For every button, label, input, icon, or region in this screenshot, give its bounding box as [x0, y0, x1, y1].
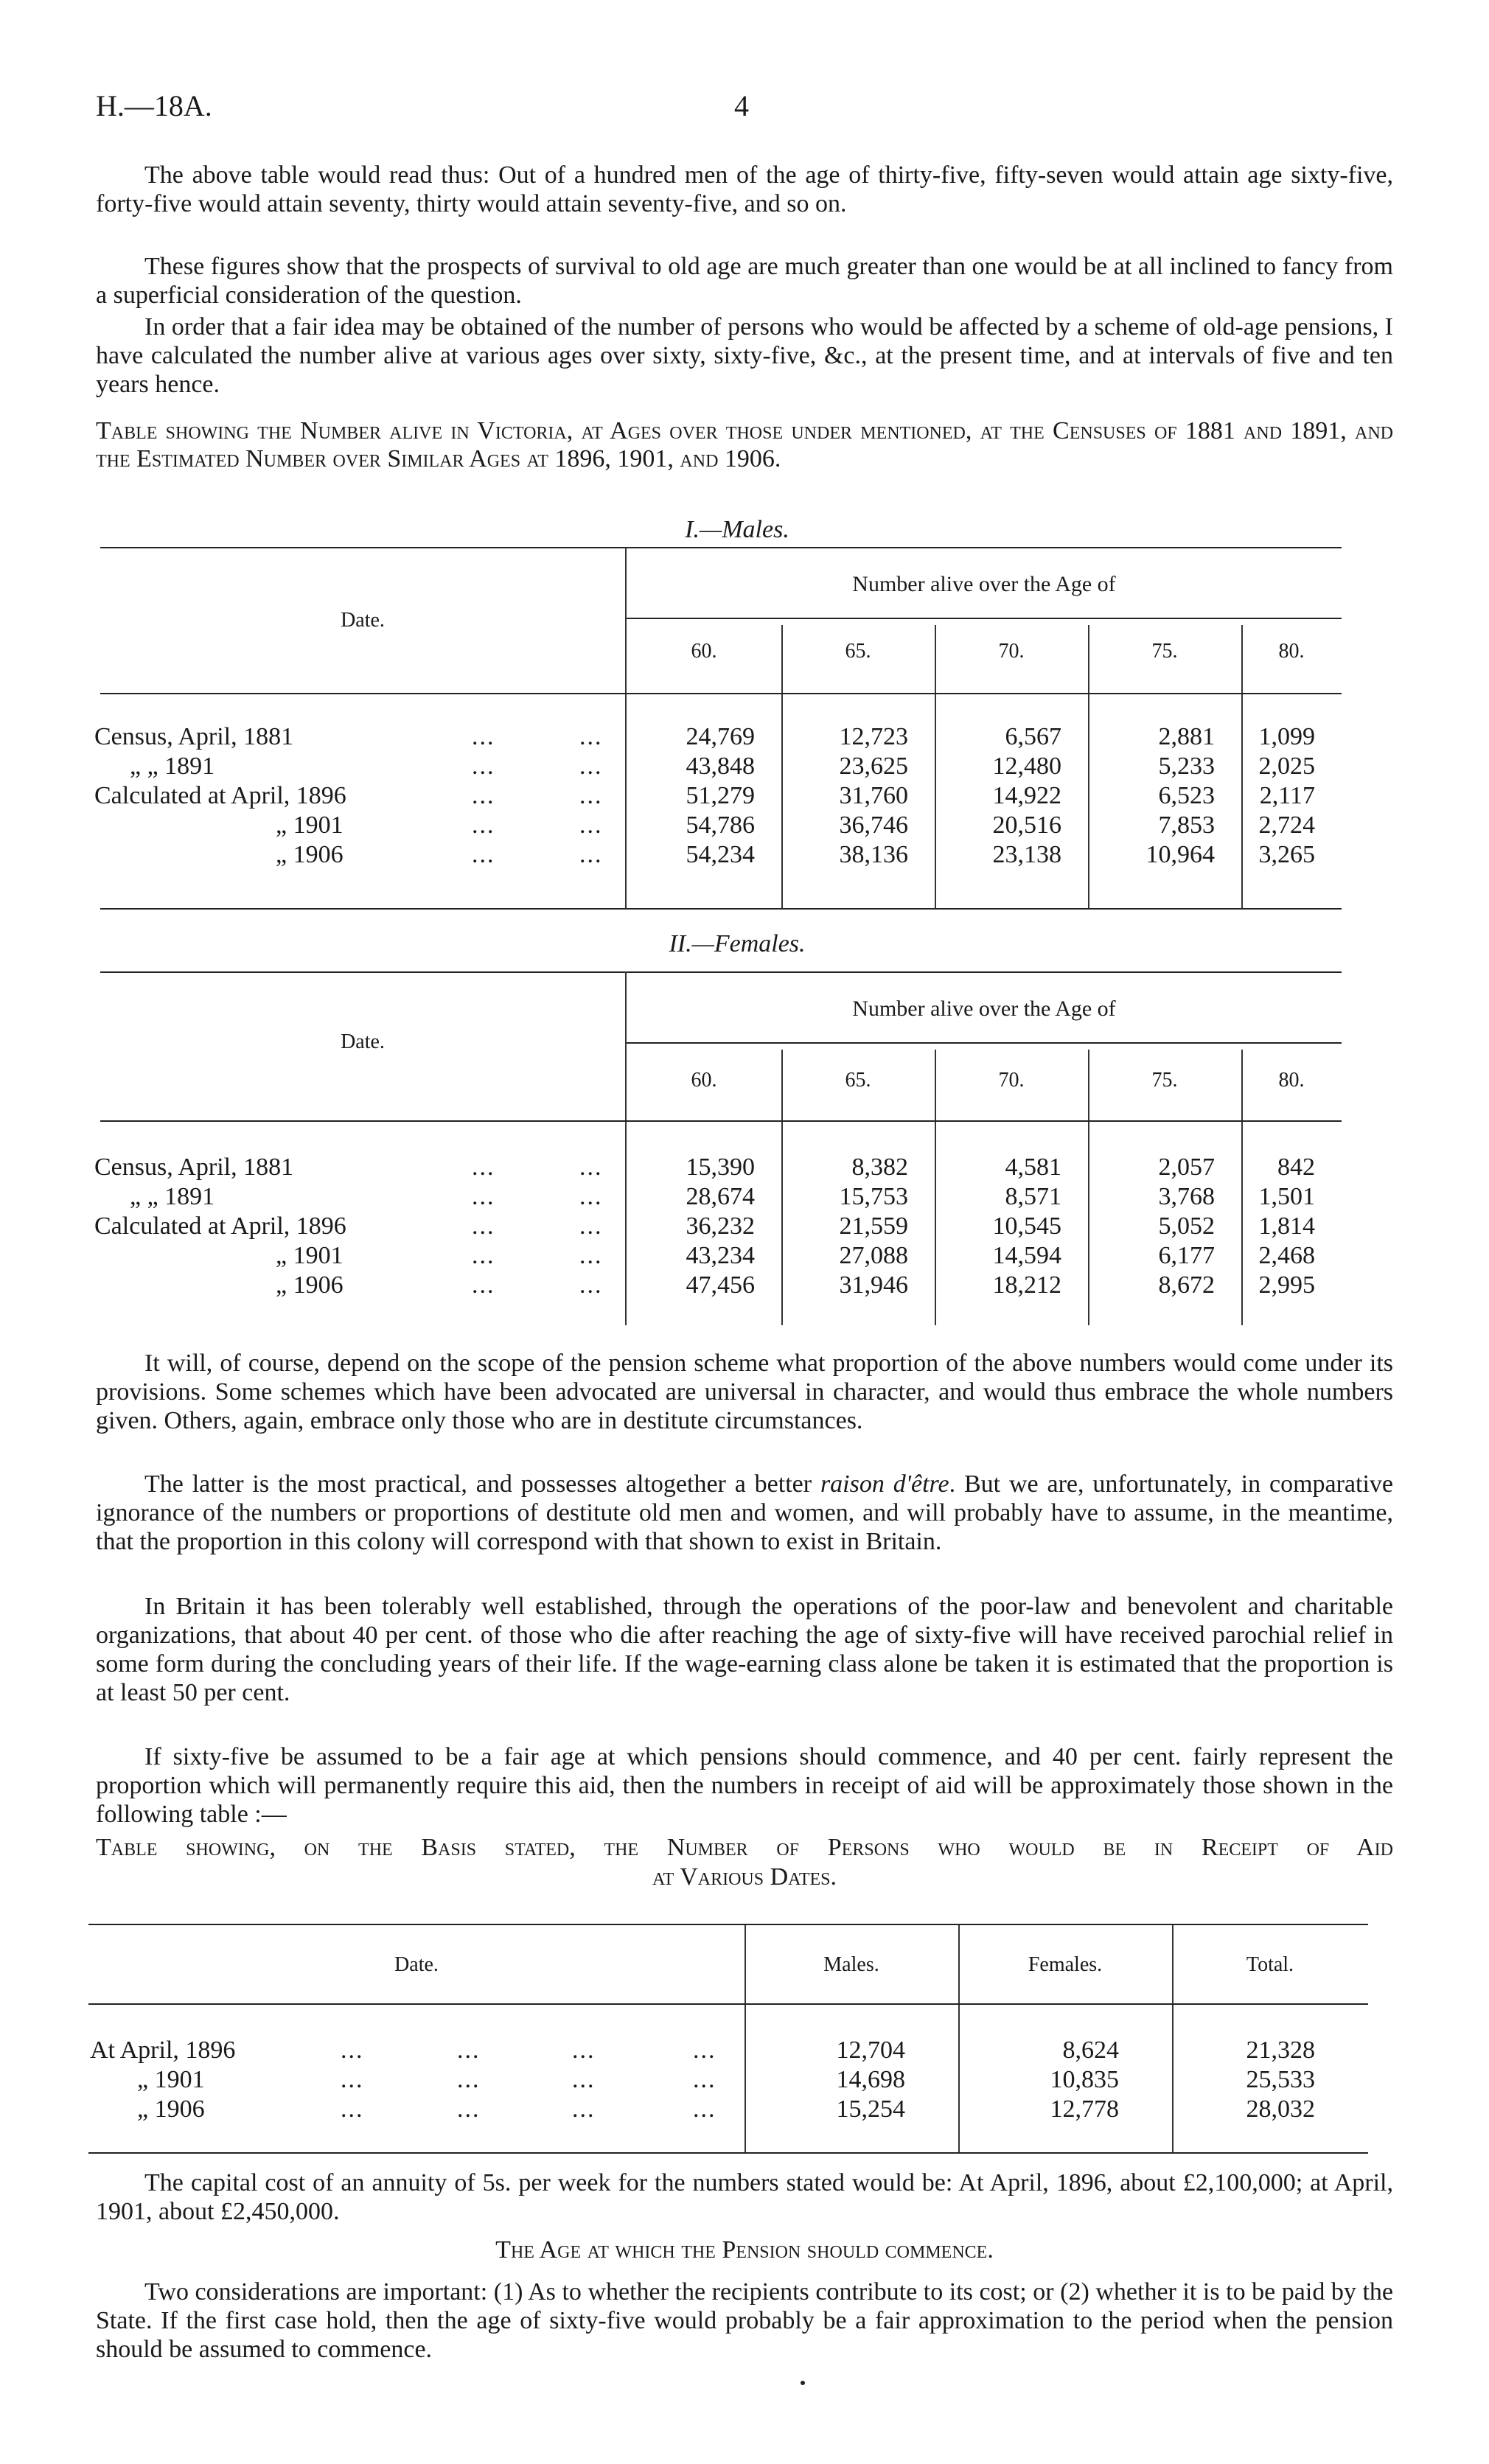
leader-dots: ... — [693, 2066, 716, 2093]
leader-dots: ... — [472, 753, 495, 780]
table-cell: 6,523 — [1158, 782, 1215, 809]
table-cell: 28,674 — [686, 1183, 755, 1210]
females-col-header: 80. — [1278, 1069, 1305, 1092]
paragraph-calculation-intro: In order that a fair idea may be obtained of the number of persons who would be affected by a scheme of old-age pensions, I have calculated the number alive at various ages over sixty, sixty-five, &c., at the present time, and at intervals of five and ten years hence. — [96, 313, 1393, 398]
table-cell: 21,328 — [1246, 2037, 1315, 2064]
leader-dots: ... — [579, 1212, 603, 1240]
table-cell: 5,233 — [1158, 753, 1215, 780]
leader-dots: ... — [579, 812, 603, 839]
table-cell: 15,390 — [686, 1154, 755, 1181]
table1-caption: Table showing the Number alive in Victoria, at Ages over those under mentioned, at the Censuses of 1881 and 1891, and the Estimated Number over Similar Ages at 1896, 1901, and 1906. — [96, 417, 1393, 472]
table-cell: 2,881 — [1158, 723, 1215, 750]
row-label: „ 1901 — [276, 1242, 344, 1269]
table-cell: 15,753 — [839, 1183, 908, 1210]
table-cell: 10,964 — [1145, 841, 1215, 868]
paragraph-survival-prospects: These figures show that the prospects of survival to old age are much greater than one would be at all inclined to fancy from a superficial consideration of the question. — [96, 253, 1393, 309]
table-cell: 4,581 — [1005, 1154, 1061, 1181]
paragraph-capital-cost: The capital cost of an annuity of 5s. per week for the numbers stated would be: At April, 1896, about £2,100,000; at April, 1901, about £2,450,000. — [96, 2169, 1393, 2225]
row-label: „ „ 1891 — [130, 1183, 215, 1210]
table-cell: 6,177 — [1158, 1242, 1215, 1269]
table-cell: 54,786 — [686, 812, 755, 839]
table-cell: 20,516 — [992, 812, 1061, 839]
males-bottom-rule — [100, 908, 1342, 910]
table-cell: 12,723 — [839, 723, 908, 750]
aid-top-rule — [88, 1924, 1368, 1925]
table-cell: 1,814 — [1258, 1212, 1315, 1240]
leader-dots: ... — [572, 2095, 596, 2123]
males-col-header: 60. — [691, 640, 717, 663]
table-cell: 2,995 — [1258, 1271, 1315, 1299]
table-cell: 43,234 — [686, 1242, 755, 1269]
table2-caption-line2: at Various Dates. — [652, 1863, 837, 1891]
table-cell: 25,533 — [1246, 2066, 1315, 2093]
leader-dots: ... — [472, 1212, 495, 1240]
paragraph-scope: It will, of course, depend on the scope of the pension scheme what proportion of the above numbers would come under its provisions. Some schemes which have been advocated are universal in character, and would thus embrace the whole numbers given. Others, again, embrace only those who are in destitute circumstances. — [96, 1350, 1393, 1434]
table-cell: 8,382 — [851, 1154, 908, 1181]
page-mark — [801, 2381, 805, 2385]
leader-dots: ... — [579, 1242, 603, 1269]
females-col-header: 70. — [998, 1069, 1025, 1092]
row-label: „ 1906 — [137, 2095, 205, 2123]
row-label: „ 1906 — [276, 1271, 344, 1299]
row-label: At April, 1896 — [90, 2037, 236, 2064]
males-col-header: 70. — [998, 640, 1025, 663]
table-cell: 28,032 — [1246, 2095, 1315, 2123]
paragraph-age-considerations: Two considerations are important: (1) As to whether the recipients contribute to its cost; or (2) whether it is to be paid by the State. If the first case hold, then the age of sixty-five would probably be a fair approximation to the period when the pension should be assumed to commence. — [96, 2278, 1393, 2363]
table-cell: 31,760 — [839, 782, 908, 809]
leader-dots: ... — [472, 1271, 495, 1299]
table-cell: 12,480 — [992, 753, 1061, 780]
males-col-header: 80. — [1278, 640, 1305, 663]
page-number: 4 — [734, 89, 749, 122]
table-cell: 2,724 — [1258, 812, 1315, 839]
table-cell: 2,117 — [1259, 782, 1315, 809]
paragraph-practical: The latter is the most practical, and possesses altogether a better raison d'être. But we are, unfortunately, in comparative ignorance of the numbers or proportions of destitute old men and women, and will probably have to assume, in the meantime, that the proportion in this colony will correspond with that shown to exist in Britain. — [96, 1470, 1394, 1555]
table-cell: 3,768 — [1158, 1183, 1215, 1210]
leader-dots: ... — [579, 1271, 603, 1299]
row-label: Calculated at April, 1896 — [94, 1212, 346, 1240]
leader-dots: ... — [579, 841, 603, 868]
aid-bottom-rule — [88, 2152, 1368, 2154]
females-group-rule — [627, 1042, 1342, 1044]
table-cell: 12,778 — [1050, 2095, 1119, 2123]
leader-dots: ... — [579, 1154, 603, 1181]
leader-dots: ... — [457, 2037, 481, 2064]
leader-dots: ... — [472, 812, 495, 839]
paragraph-assumption: If sixty-five be assumed to be a fair age at which pensions should commence, and 40 per cent. fairly represent the proportion which will permanently require this aid, then the numbers in receipt of aid will be approximately those shown in the following table :— — [96, 1743, 1393, 1828]
males-col-header: 65. — [845, 640, 871, 663]
males-header-rule — [100, 693, 1342, 694]
leader-dots: ... — [579, 753, 603, 780]
leader-dots: ... — [457, 2066, 481, 2093]
table-cell: 1,501 — [1258, 1183, 1315, 1210]
females-subtitle: II.—Females. — [669, 930, 806, 957]
table-cell: 6,567 — [1005, 723, 1061, 750]
table-cell: 27,088 — [839, 1242, 908, 1269]
females-col-header: 65. — [845, 1069, 871, 1092]
leader-dots: ... — [572, 2066, 596, 2093]
males-subtitle: I.—Males. — [685, 516, 789, 543]
leader-dots: ... — [341, 2066, 364, 2093]
males-col-header: 75. — [1151, 640, 1178, 663]
table-cell: 5,052 — [1158, 1212, 1215, 1240]
leader-dots: ... — [472, 723, 495, 750]
females-group-header: Number alive over the Age of — [852, 997, 1116, 1021]
females-col-header: 75. — [1151, 1069, 1178, 1092]
table-cell: 7,853 — [1158, 812, 1215, 839]
table-cell: 2,057 — [1158, 1154, 1215, 1181]
leader-dots: ... — [472, 1242, 495, 1269]
table-cell: 10,545 — [992, 1212, 1061, 1240]
table-cell: 23,625 — [839, 753, 908, 780]
table-cell: 8,672 — [1158, 1271, 1215, 1299]
table-cell: 14,594 — [992, 1242, 1061, 1269]
males-group-rule — [627, 618, 1342, 619]
table-cell: 31,946 — [839, 1271, 908, 1299]
aid-col-header: Females. — [1028, 1953, 1103, 1976]
section-heading: The Age at which the Pension should commence. — [495, 2236, 994, 2264]
leader-dots: ... — [579, 782, 603, 809]
table-cell: 43,848 — [686, 753, 755, 780]
paragraph-table-reading: The above table would read thus: Out of a hundred men of the age of thirty-five, fifty-seven would attain age sixty-five, forty-five would attain seventy, thirty would attain seventy-five, and so on. — [96, 161, 1393, 217]
males-top-rule — [100, 547, 1342, 548]
females-header-rule — [100, 1120, 1342, 1122]
table-cell: 36,746 — [839, 812, 908, 839]
paragraph-britain: In Britain it has been tolerably well established, through the operations of the poor-law and benevolent and charitable organizations, that about 40 per cent. of those who die after reaching the age of sixty-five will have received parochial relief in some form during the concluding years of their life. If the wage-earning class alone be taken it is estimated that the proportion is at least 50 per cent. — [96, 1593, 1393, 1706]
table-cell: 2,468 — [1258, 1242, 1315, 1269]
row-label: Calculated at April, 1896 — [94, 782, 346, 809]
table-cell: 1,099 — [1258, 723, 1315, 750]
leader-dots: ... — [579, 1183, 603, 1210]
leader-dots: ... — [579, 723, 603, 750]
leader-dots: ... — [472, 1154, 495, 1181]
aid-col-header: Date. — [394, 1953, 439, 1976]
table-cell: 23,138 — [992, 841, 1061, 868]
leader-dots: ... — [693, 2037, 716, 2064]
table-cell: 14,922 — [992, 782, 1061, 809]
aid-header-rule — [88, 2003, 1368, 2005]
row-label: Census, April, 1881 — [94, 723, 294, 750]
leader-dots: ... — [341, 2037, 364, 2064]
males-date-header: Date. — [341, 609, 385, 632]
males-group-header: Number alive over the Age of — [852, 572, 1116, 596]
table-cell: 51,279 — [686, 782, 755, 809]
row-label: „ 1901 — [137, 2066, 205, 2093]
table-cell: 24,769 — [686, 723, 755, 750]
table-cell: 36,232 — [686, 1212, 755, 1240]
row-label: „ 1906 — [276, 841, 344, 868]
leader-dots: ... — [472, 841, 495, 868]
leader-dots: ... — [457, 2095, 481, 2123]
leader-dots: ... — [341, 2095, 364, 2123]
table-cell: 3,265 — [1258, 841, 1315, 868]
leader-dots: ... — [472, 782, 495, 809]
table-cell: 2,025 — [1258, 753, 1315, 780]
table-cell: 842 — [1277, 1154, 1315, 1181]
document-reference: H.—18A. — [96, 89, 212, 122]
table-cell: 10,835 — [1050, 2066, 1119, 2093]
females-date-header: Date. — [341, 1030, 385, 1053]
row-label: „ „ 1891 — [130, 753, 215, 780]
table-cell: 38,136 — [839, 841, 908, 868]
row-label: Census, April, 1881 — [94, 1154, 294, 1181]
table-cell: 21,559 — [839, 1212, 908, 1240]
table-cell: 12,704 — [836, 2037, 905, 2064]
aid-col-header: Males. — [823, 1953, 879, 1976]
leader-dots: ... — [572, 2037, 596, 2064]
row-label: „ 1901 — [276, 812, 344, 839]
table-cell: 47,456 — [686, 1271, 755, 1299]
table2-caption-line1: Table showing, on the Basis stated, the Number of Persons who would be in Receipt of Aid — [96, 1834, 1393, 1861]
table-cell: 14,698 — [836, 2066, 905, 2093]
aid-col-header: Total. — [1246, 1953, 1294, 1976]
table-cell: 8,571 — [1005, 1183, 1061, 1210]
leader-dots: ... — [693, 2095, 716, 2123]
table-cell: 18,212 — [992, 1271, 1061, 1299]
table-cell: 15,254 — [836, 2095, 905, 2123]
leader-dots: ... — [472, 1183, 495, 1210]
table-cell: 54,234 — [686, 841, 755, 868]
females-top-rule — [100, 971, 1342, 973]
table-cell: 8,624 — [1062, 2037, 1119, 2064]
females-col-header: 60. — [691, 1069, 717, 1092]
